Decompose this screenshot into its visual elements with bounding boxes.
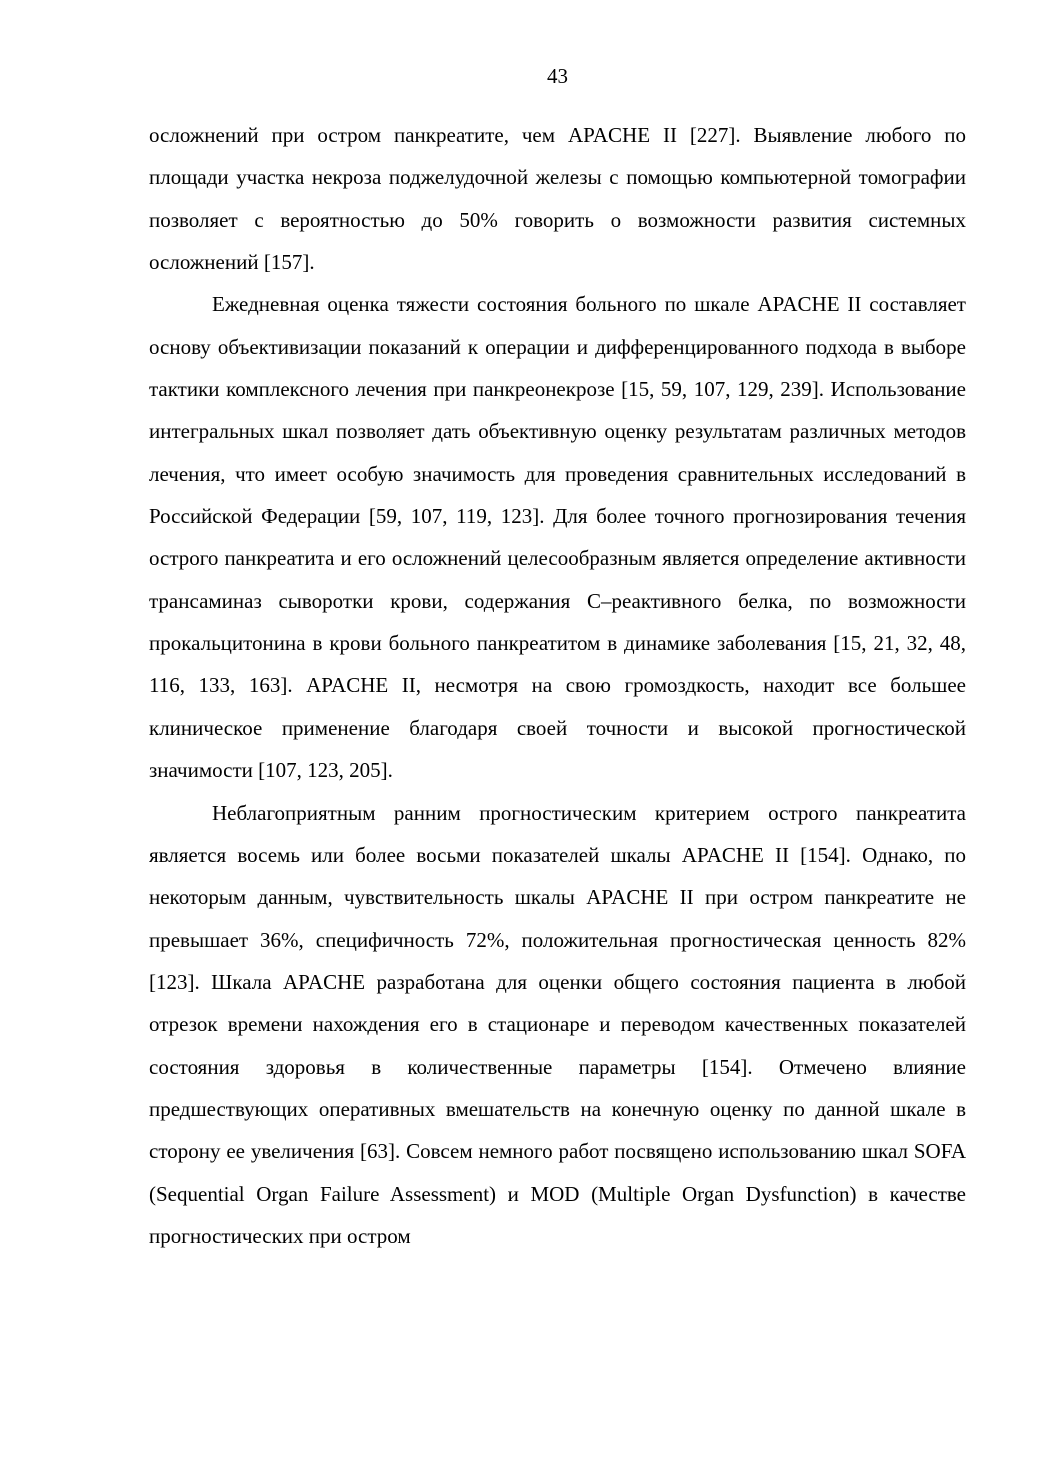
document-body: [149, 114, 966, 1257]
page-number: 43: [547, 64, 568, 88]
paragraph-prognostic-criterion: Неблагоприятным ранним прогностическим критерием острого панкреатита является восемь или более восьми показателей шкалы APACHE II [154]. Однако, по некоторым данным, чувствительность шкалы APACHE II при остром панкреатите не превышает 36%, специфичность 72%, положительная прогностическая ценность 82% [123]. Шкала APACHE разработана для оценки общего состояния пациента в любой отрезок времени нахождения его в стационаре и переводом качественных показателей состояния здоровья в количественные параметры [154]. Отмечено влияние предшествующих оперативных вмешательств на конечную оценку по данной шкале в сторону ее увеличения [63]. Совсем немного работ посвящено использованию шкал SOFA (Sequential Organ Failure Assessment) и MOD (Multiple Organ Dysfunction) в качестве прогностических при остром: [149, 800, 966, 1248]
paragraph-continuation: осложнений при остром панкреатите, чем APACHE II [227]. Выявление любого по площади участка некроза поджелудочной железы с помощью компьютерной томографии позволяет с вероятностью до 50% говорить о возможности развития системных осложнений [157].: [149, 123, 966, 275]
paragraph-apache-daily-assessment: Ежедневная оценка тяжести состояния больного по шкале APACHE II составляет основу объективизации показаний к операции и дифференцированного подхода в выборе тактики комплексного лечения при панкреонекрозе [15, 59, 107, 129, 239]. Использование интегральных шкал позволяет дать объективную оценку результатам различных методов лечения, что имеет особую значимость для проведения сравнительных исследований в Российской Федерации [59, 107, 119, 123]. Для более точного прогнозирования течения острого панкреатита и его осложнений целесообразным является определение активности трансаминаз сыворотки крови, содержания С–реактивного белка, по возможности прокальцитонина в крови больного панкреатитом в динамике заболевания [15, 21, 32, 48, 116, 133, 163]. APACHE II, несмотря на свою громоздкость, находит все большее клиническое применение благодаря своей точности и высокой прогностической значимости [107, 123, 205].: [149, 292, 966, 783]
